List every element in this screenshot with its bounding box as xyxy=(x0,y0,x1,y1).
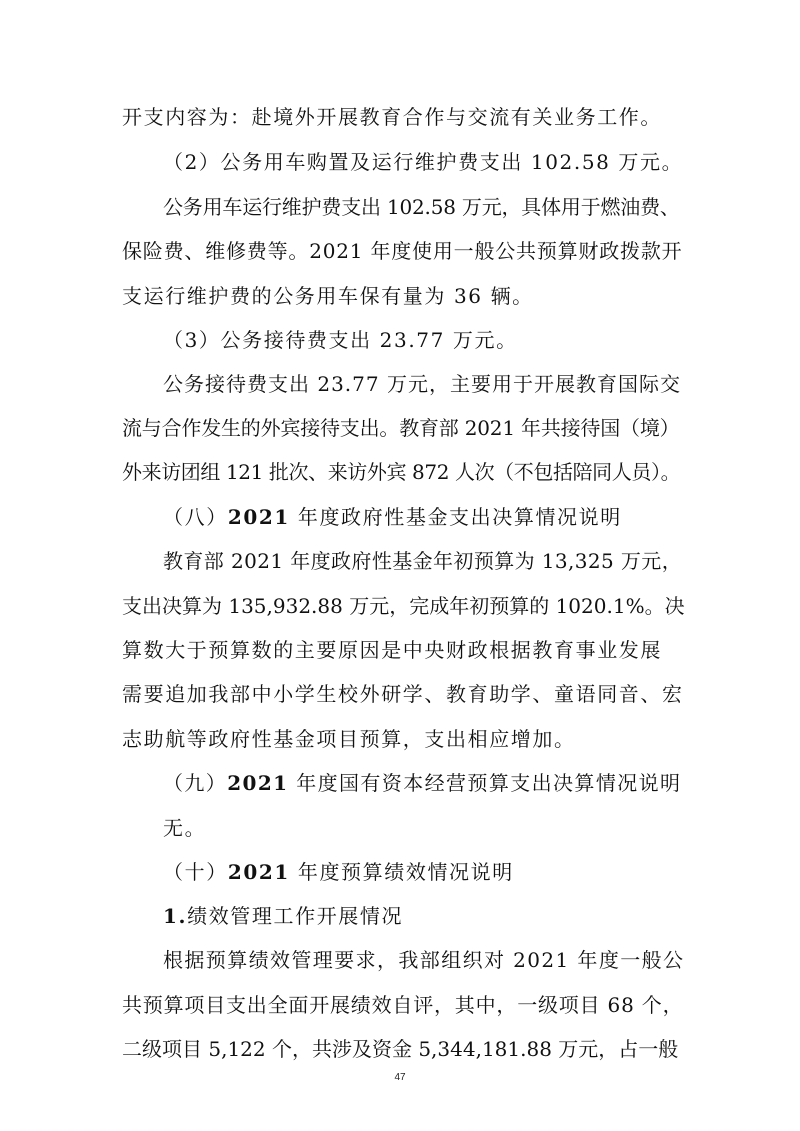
heading-year: 2021 xyxy=(227,505,290,529)
body-text-line: 支运行维护费的公务用车保有量为 36 辆。 xyxy=(122,284,534,308)
body-text-line: 公务接待费支出 23.77 万元，主要用于开展教育国际交 xyxy=(163,372,681,396)
body-text-line: 流与合作发生的外宾接待支出。教育部 2021 年共接待国（境） xyxy=(122,416,680,440)
heading-title: 年度政府性基金支出决算情况说明 xyxy=(289,505,622,529)
body-text-line: 二级项目 5,122 个，共涉及资金 5,344,181.88 万元，占一般 xyxy=(122,1037,679,1061)
heading-title: 年度国有资本经营预算支出决算情况说明 xyxy=(288,771,682,795)
section-heading-8 xyxy=(163,504,684,530)
subheading-title: 绩效管理工作开展情况 xyxy=(187,904,404,928)
body-text-line: 开支内容为：赴境外开展教育合作与交流有关业务工作。 xyxy=(122,105,662,129)
subheading-number: 1. xyxy=(163,904,188,928)
body-text-line: 公务用车运行维护费支出 102.58 万元，具体用于燃油费、 xyxy=(163,195,680,219)
body-text-line: 保险费、维修费等。2021 年度使用一般公共预算财政拨款开 xyxy=(122,239,683,263)
body-text-line: 算数大于预算数的主要原因是中央财政根据教育事业发展 xyxy=(122,638,662,662)
heading-title: 年度预算绩效情况说明 xyxy=(289,860,514,884)
body-text-line: 志助航等政府性基金项目预算，支出相应增加。 xyxy=(122,727,576,751)
heading-year: 2021 xyxy=(227,771,289,795)
body-text-line: 教育部 2021 年度政府性基金年初预算为 13,325 万元， xyxy=(163,549,683,573)
body-text-line: 共预算项目支出全面开展绩效自评，其中，一级项目 68 个， xyxy=(122,993,684,1017)
heading-prefix: （十） xyxy=(163,860,228,884)
heading-prefix: （九） xyxy=(163,771,228,795)
body-text-line: 支出决算为 135,932.88 万元，完成年初预算的 1020.1%。决 xyxy=(122,594,685,618)
body-text-line: 外来访团组 121 批次、来访外宾 872 人次（不包括陪同人员）。 xyxy=(122,460,681,484)
heading-year: 2021 xyxy=(227,860,290,884)
body-text-line: （2）公务用车购置及运行维护费支出 102.58 万元。 xyxy=(163,150,684,174)
body-text-line: 需要追加我部中小学生校外研学、教育助学、童语同音、宏 xyxy=(122,682,684,706)
section-heading-10 xyxy=(163,859,684,885)
section-heading-9 xyxy=(163,770,684,796)
body-text-line: （3）公务接待费支出 23.77 万元。 xyxy=(163,328,518,352)
page-number: 47 xyxy=(394,1072,406,1083)
body-text-line: 无。 xyxy=(163,816,207,840)
heading-prefix: （八） xyxy=(163,505,228,529)
subheading-1 xyxy=(163,903,684,929)
body-text-line: 根据预算绩效管理要求，我部组织对 2021 年度一般公 xyxy=(163,948,685,972)
